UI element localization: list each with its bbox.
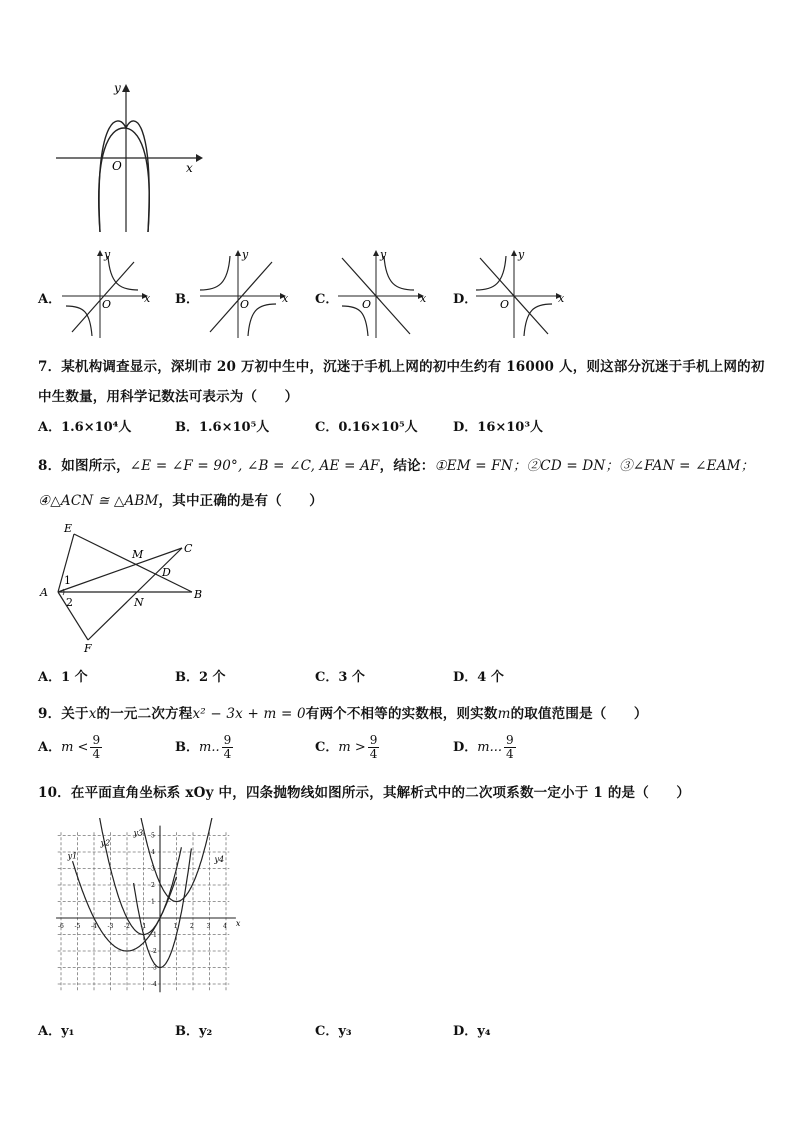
svg-text:y: y <box>242 248 249 261</box>
q6-option-d-graph[interactable] <box>472 248 568 340</box>
q8-option-b[interactable]: B．2 个 <box>175 670 226 685</box>
q6-option-c-graph[interactable] <box>334 248 430 340</box>
q6-option-a-letter[interactable]: A． <box>38 292 62 307</box>
svg-text:O: O <box>362 298 372 311</box>
y-tick-label: -4 <box>151 981 157 988</box>
svg-text:y: y <box>104 248 111 261</box>
q8-option-a[interactable]: A．1 个 <box>38 670 88 685</box>
top-origin-label: O <box>112 159 122 173</box>
y-tick-label: -2 <box>151 948 157 955</box>
svg-text:F: F <box>84 642 92 654</box>
svg-text:M: M <box>132 548 144 561</box>
svg-text:1: 1 <box>64 574 71 587</box>
svg-text:y: y <box>518 248 525 261</box>
curve-label: y4 <box>214 854 225 864</box>
q7-line1: 7．某机构调查显示，深圳市 20 万初中生中，沉迷于手机上网的初中生约有 16000 人，则这部分沉迷于手机上网的初 <box>38 359 765 375</box>
x-tick-label: -1 <box>140 923 147 930</box>
y-tick-label: 4 <box>151 849 155 856</box>
q7-option-c[interactable]: C．0.16×10⁵人 <box>315 420 418 435</box>
svg-text:x: x <box>558 292 565 305</box>
q8-option-d[interactable]: D．4 个 <box>453 670 504 685</box>
q9-option-d[interactable]: D．m... $\frac{9}{4}$ <box>453 733 514 761</box>
q6-option-b-graph[interactable] <box>196 248 292 340</box>
x-tick-label: 4 <box>223 923 227 930</box>
svg-text:x: x <box>420 292 427 305</box>
q7-option-a[interactable]: A．1.6×10⁴人 <box>38 420 132 435</box>
q10-parabola-graph <box>40 818 246 1000</box>
q6-option-b-letter[interactable]: B． <box>175 292 199 307</box>
q9-option-b[interactable]: B．m.. $\frac{9}{4}$ <box>175 733 232 761</box>
q10-option-c[interactable]: C．y₃ <box>315 1024 352 1039</box>
svg-text:A: A <box>40 586 48 599</box>
svg-text:D: D <box>162 566 171 579</box>
q8-line1: 8．如图所示，∠E = ∠F = 90°, ∠B = ∠C, AE = AF，结论：①EM = FN；②CD = DN；③∠FAN = ∠EAM； <box>38 458 755 474</box>
q10-option-a[interactable]: A．y₁ <box>38 1024 75 1039</box>
x-tick-label: -4 <box>91 923 97 930</box>
y-tick-label: 2 <box>151 882 155 889</box>
top-x-label: x <box>186 161 193 175</box>
svg-text:2: 2 <box>66 596 73 609</box>
x-tick-label: -3 <box>107 923 114 930</box>
svg-text:C: C <box>184 542 193 555</box>
svg-text:B: B <box>194 588 203 601</box>
x-tick-label: 2 <box>190 923 194 930</box>
x-tick-label: 3 <box>206 923 211 930</box>
q10-stem: 10．在平面直角坐标系 xOy 中，四条抛物线如图所示，其解析式中的二次项系数一定小于 1 的是（ ） <box>38 785 691 801</box>
y-tick-label: 3 <box>151 865 155 873</box>
y-tick-label: 1 <box>151 898 155 906</box>
svg-text:x: x <box>144 292 151 305</box>
parabola-y1 <box>73 861 177 951</box>
curve-label: y2 <box>100 838 111 848</box>
svg-text:O: O <box>102 298 112 311</box>
q9-option-a[interactable]: A．m < $\frac{9}{4}$ <box>38 733 101 761</box>
q10-option-d[interactable]: D．y₄ <box>453 1024 491 1039</box>
top-parabola-figure <box>50 80 210 240</box>
q8-triangle-figure <box>36 518 216 654</box>
y-tick-label: -3 <box>151 964 157 972</box>
svg-text:N: N <box>134 596 144 609</box>
x-tick-label: -6 <box>58 923 64 930</box>
svg-text:O: O <box>500 298 510 311</box>
q9-stem: 9．关于x的一元二次方程x² − 3x + m = 0有两个不相等的实数根，则实数m的取值范围是（ ） <box>38 706 648 722</box>
q7-option-b[interactable]: B．1.6×10⁵人 <box>175 420 270 435</box>
curve-label: y3 <box>133 828 144 838</box>
top-y-label: y <box>114 81 121 95</box>
svg-text:x: x <box>282 292 289 305</box>
svg-text:O: O <box>240 298 250 311</box>
x-tick-label: -5 <box>74 923 81 930</box>
q6-option-a-graph[interactable] <box>58 248 154 340</box>
q10-option-b[interactable]: B．y₂ <box>175 1024 213 1039</box>
curve-label: y1 <box>67 851 78 861</box>
x-tick-label: 1 <box>173 923 178 930</box>
x-axis-label: x <box>235 919 241 928</box>
y-tick-label: 5 <box>151 832 155 840</box>
q6-option-d-letter[interactable]: D． <box>453 292 478 307</box>
x-tick-label: -2 <box>124 923 130 930</box>
svg-text:E: E <box>64 522 73 535</box>
q6-option-c-letter[interactable]: C． <box>315 292 339 307</box>
svg-text:y: y <box>380 248 387 261</box>
q7-line2: 中生数量，用科学记数法可表示为（ ） <box>38 389 299 405</box>
parabola-y3 <box>134 848 192 967</box>
y-tick-label: -1 <box>151 931 157 939</box>
q8-option-c[interactable]: C．3 个 <box>315 670 365 685</box>
q7-option-d[interactable]: D．16×10³人 <box>453 420 544 435</box>
q9-option-c[interactable]: C．m > $\frac{9}{4}$ <box>315 733 378 761</box>
q8-line2: ④△ACN ≅ △ABM，其中正确的是有（ ） <box>38 493 323 509</box>
